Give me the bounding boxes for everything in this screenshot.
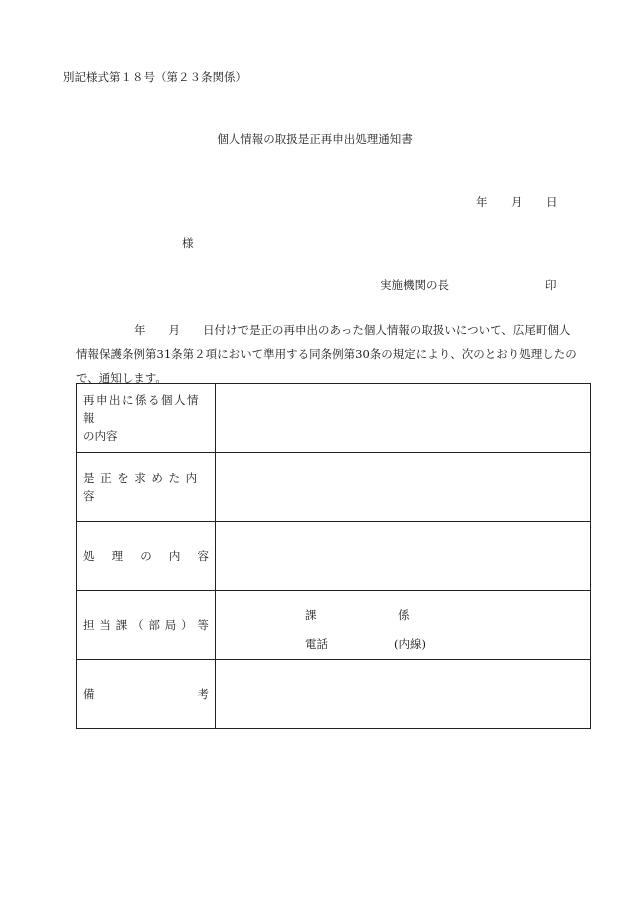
body-line-3: で、通知します。 xyxy=(76,371,167,385)
seal-mark: 印 xyxy=(545,278,557,292)
body-year: 年 xyxy=(134,323,146,337)
label-char: 当 xyxy=(99,618,111,632)
label-char: 考 xyxy=(197,687,209,701)
table-row xyxy=(77,453,591,522)
label-char: 理 xyxy=(111,549,124,563)
body-line-2: 情報保護条例第31条第２項において準用する同条例第30条の規定により、次のとおり処理したの xyxy=(76,347,577,361)
issuer-title: 実施機関の長 xyxy=(380,278,449,292)
table-row xyxy=(77,522,591,591)
label-remarks xyxy=(77,660,216,729)
label-processing xyxy=(77,522,216,591)
date-year-label: 年 xyxy=(476,195,488,209)
label-char: 課 xyxy=(115,618,128,632)
date-day-label: 日 xyxy=(546,195,558,209)
body-month: 月 xyxy=(168,323,180,337)
label-department-text xyxy=(83,616,209,634)
label-char: 部 xyxy=(148,618,160,632)
form-number-label: 別記様式第１８号（第２３条関係） xyxy=(63,70,247,84)
value-correction-request[interactable] xyxy=(216,453,591,522)
value-remarks[interactable] xyxy=(216,660,591,729)
label-personal-info xyxy=(77,384,216,453)
date-month-label: 月 xyxy=(511,195,523,209)
value-department[interactable] xyxy=(216,591,591,660)
body-text-1: 日付けで是正の再申出のあった個人情報の取扱いについて、広尾町個人 xyxy=(203,323,571,337)
notice-table xyxy=(76,383,591,729)
document-title: 個人情報の取扱是正再申出処理通知書 xyxy=(217,132,413,146)
table-row xyxy=(77,660,591,729)
body-line-1 xyxy=(76,318,594,342)
label-char: の xyxy=(140,549,152,563)
label-remarks-text xyxy=(83,685,209,703)
label-char: 処 xyxy=(83,549,95,563)
label-char: 備 xyxy=(83,687,95,701)
label-processing-text xyxy=(83,547,209,565)
label-char: 担 xyxy=(83,618,95,632)
label-personal-info-line2: の内容 xyxy=(83,429,118,443)
value-processing[interactable] xyxy=(216,522,591,591)
extension-label: (内線) xyxy=(394,637,426,651)
section-label: 課 xyxy=(305,608,317,622)
label-char: 容 xyxy=(197,549,209,563)
label-char: ） xyxy=(181,618,193,632)
value-personal-info[interactable] xyxy=(216,384,591,453)
label-char: 局 xyxy=(164,618,177,632)
notice-body xyxy=(76,318,594,390)
label-char: 内 xyxy=(168,549,181,563)
phone-label: 電話 xyxy=(305,637,328,651)
subsection-label: 係 xyxy=(398,608,410,622)
label-correction-request xyxy=(77,453,216,522)
label-department xyxy=(77,591,216,660)
label-char: 等 xyxy=(197,618,209,632)
label-char: （ xyxy=(132,618,144,632)
label-correction-request-text: 是正を求めた内容 xyxy=(83,471,203,503)
table-row xyxy=(77,384,591,453)
table-row xyxy=(77,591,591,660)
label-personal-info-line1: 再申出に係る個人情報 xyxy=(83,393,200,425)
addressee-suffix: 様 xyxy=(182,236,194,250)
